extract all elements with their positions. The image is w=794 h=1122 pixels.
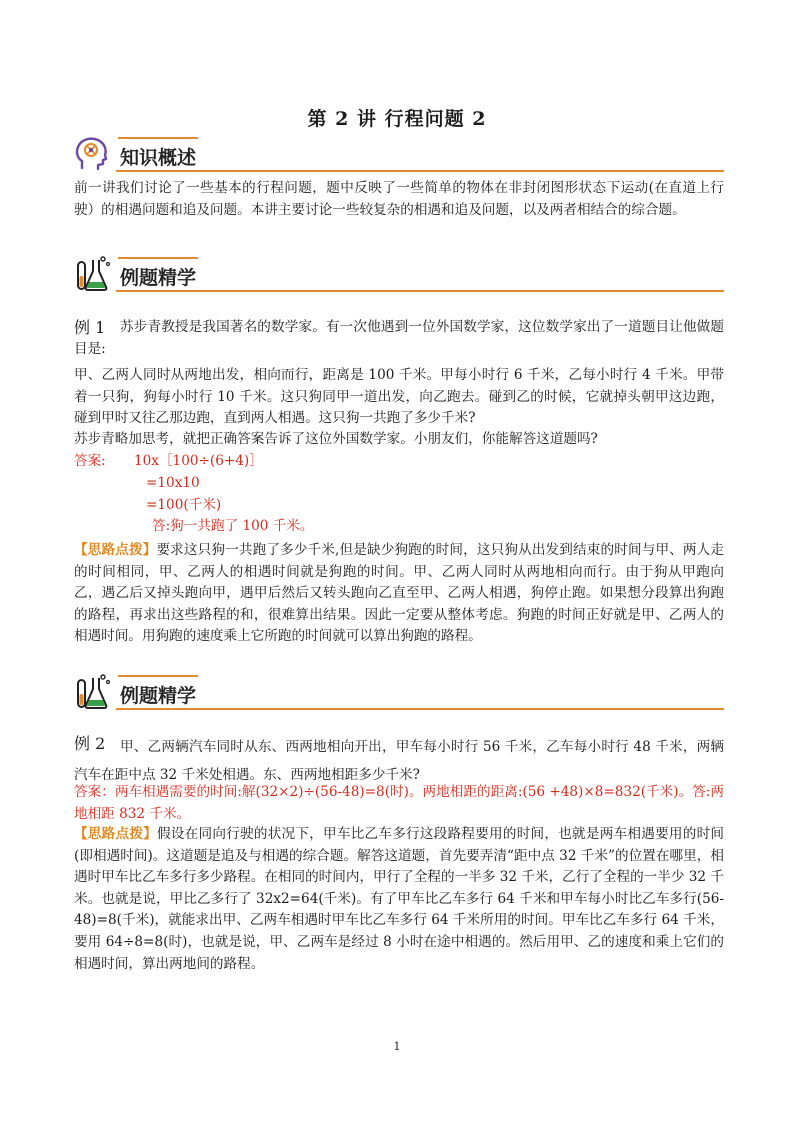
section-label: 知识概述 [120,147,197,169]
lab-flask-icon [72,672,112,712]
example2-number: 例 2 [74,734,106,753]
example1-closing: 苏步青略加思考，就把正确答案告诉了这位外国数学家。小朋友们，你能解答这道题吗? [74,431,598,447]
example1-answer-line: 答:狗一共跑了 100 千米。 [152,518,314,534]
section-top-line [118,137,198,139]
tip-label: 【思路点拨】 [74,826,158,842]
tip-text: 要求这只狗一共跑了多少千米,但是缺少狗跑的时间，这只狗从出发到结束的时间与甲、两人走的时间相同，甲、乙两人的相遇时间就是狗跑的时间。甲、乙两人同时从两地相向而行。由于狗从甲跑向乙，遇乙后又掉头跑向甲，遇甲后然后又转头跑向乙直至甲、乙两人相遇，狗停止跑。如果想分段算出狗跑的路程，再求出这些路程的和，很难算出结果。因此一定要从整体考虑。狗跑的时间正好就是甲、乙两人的相遇时间。用狗跑的速度乘上它所跑的时间就可以算出狗跑的路程。 [74,542,725,645]
section-label: 例题精学 [120,267,197,289]
section-header-examples-1 [70,254,724,298]
example1-intro: 苏步青教授是我国著名的数学家。有一次他遇到一位外国数学家，这位数学家出了一道题目让他做题目是: [74,319,724,357]
section-label: 例题精学 [120,685,197,707]
overview-paragraph: 前一讲我们讨论了一些基本的行程问题，题中反映了一些简单的物体在非封闭图形状态下运动(在直道上行驶）的相遇问题和追及问题。本讲主要讨论一些较复杂的相遇和追及问题，以及两者相结合的综合题。 [74,180,724,218]
example2-answer: 答案：两车相遇需要的时间:解(32×2)÷(56-48)=8(时)。两地相距的距离:(56 +48)×8=832(千米)。答:两地相距 832 千米。 [74,784,724,822]
lab-flask-icon [72,254,112,294]
example1-answer-line: =100(千米) [146,497,222,513]
example1-answer-line: =10x10 [146,475,200,491]
example2-tip [74,824,724,975]
example1-problem: 甲、乙两人同时从两地出发，相向而行，距离是 100 千米。甲每小时行 6 千米，乙每小时行 4 千米。甲带着一只狗，狗每小时行 10 千米。这只狗同甲一道出发，向乙跑去。碰到乙的时候，它就掉头朝甲这边跑，碰到甲时又往乙那边跑，直到两人相遇。这只狗一共跑了多少千米? [74,367,724,427]
example1-answer-label: 答案: [74,453,106,469]
brain-head-icon [72,134,112,174]
section-top-line [118,675,198,677]
section-header-overview [70,134,724,178]
tip-label: 【思路点拨】 [74,542,157,558]
section-top-line [118,257,198,259]
example1-answer-line: 10x［100÷(6+4)］ [134,453,263,469]
page-title: 第 2 讲 行程问题 2 [307,108,487,130]
section-header-examples-2 [70,672,724,716]
section-rule [116,170,724,172]
tip-text: 假设在同向行驶的状况下，甲车比乙车多行这段路程要用的时间，也就是两车相遇要用的时间(即相遇时间)。这道题是追及与相遇的综合题。解答这道题，首先要弄清“距中点 32 千米”的位置在哪里，相遇时甲车比乙车多行多少路程。在相同的时间内，甲行了全程的一半多 32 千米，乙行了全程的一半少 32 千米。也就是说，甲比乙多行了 32x2=64(千米)。有了甲车比乙车多行 64 千米和甲车每小时比乙车多行(56-48)=8(千米)，就能求出甲、乙两车相遇时甲车比乙车多行 64 千米所用的时间。甲车比乙车多行 64 千米，要用 64÷8=8(时)，也就是说，甲、乙两车是经过 8 小时在途中相遇的。然后用甲、乙的速度和乘上它们的相遇时间，算出两地间的路程。 [74,826,725,972]
section-rule [116,708,724,710]
page-number: 1 [393,1040,401,1053]
example1-number: 例 1 [74,318,106,337]
section-rule [116,290,724,292]
example2-problem: 甲、乙两辆汽车同时从东、西两地相向开出，甲车每小时行 56 千米，乙车每小时行 48 千米，两辆汽车在距中点 32 千米处相遇。东、西两地相距多少千米? [74,739,724,783]
example1-tip [74,540,724,648]
